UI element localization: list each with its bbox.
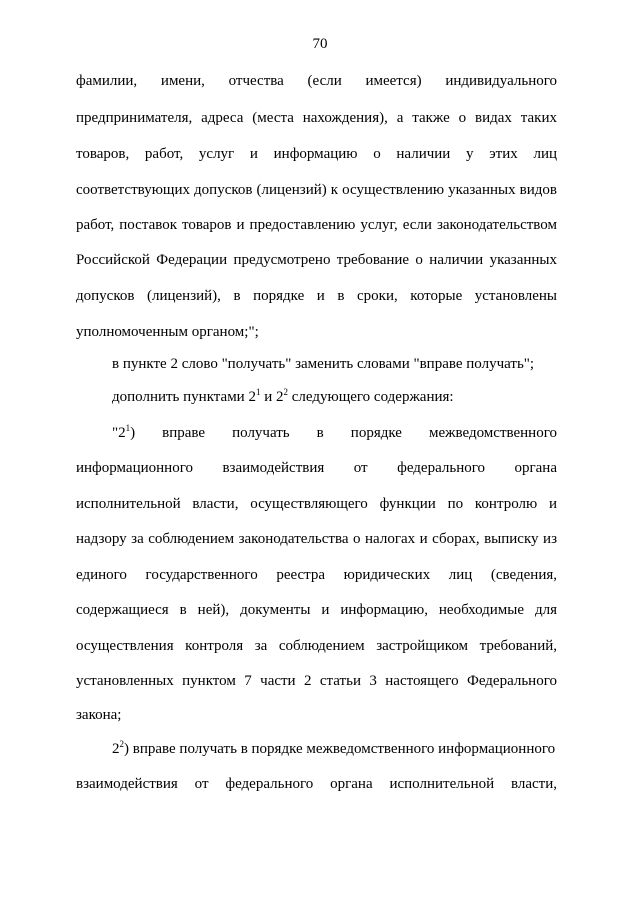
text-line: товаров, работ, услуг и информацию о наличии у этих лиц bbox=[76, 146, 557, 162]
text-line: осуществления контроля за соблюдением застройщиком требований, bbox=[76, 638, 557, 654]
text-line: единого государственного реестра юридических лиц (сведения, bbox=[76, 567, 557, 583]
text-line: уполномоченным органом;"; bbox=[76, 324, 259, 340]
item-2-2-line: $2^2$) вправе получать в порядке межведомственного информационного bbox=[112, 739, 556, 757]
text-line: взаимодействия от федерального органа исполнительной власти, bbox=[76, 776, 557, 792]
text-line: закона; bbox=[76, 707, 122, 723]
text-line: содержащиеся в ней), документы и информацию, необходимые для bbox=[76, 602, 557, 618]
text-line: установленных пунктом 7 части 2 статьи 3 настоящего Федерального bbox=[76, 673, 557, 689]
text-line: соответствующих допусков (лицензий) к осуществлению указанных видов bbox=[76, 182, 557, 198]
text-line: допусков (лицензий), в порядке и в сроки, которые установлены bbox=[76, 288, 557, 304]
item-2-1-line: "$2^1$) вправе получать в порядке межведомственного bbox=[112, 423, 557, 441]
text-line: предпринимателя, адреса (места нахождения), а также о видах таких bbox=[76, 110, 557, 126]
supplement-line: дополнить пунктами $2^1$ и $2^2$ следующего содержания: bbox=[112, 387, 454, 405]
text-line: информационного взаимодействия от федерального органа bbox=[76, 460, 557, 476]
text-line: Российской Федерации предусмотрено требование о наличии указанных bbox=[76, 252, 557, 268]
text-line: фамилии, имени, отчества (если имеется) индивидуального bbox=[76, 73, 557, 89]
text-line: надзору за соблюдением законодательства о налогах и сборах, выписку из bbox=[76, 531, 557, 547]
text-line: в пункте 2 слово "получать" заменить словами "вправе получать"; bbox=[112, 356, 535, 372]
text-line: работ, поставок товаров и предоставлению услуг, если законодательством bbox=[76, 217, 557, 233]
page-number: 70 bbox=[312, 36, 328, 52]
text-line: исполнительной власти, осуществляющего функции по контролю и bbox=[76, 496, 557, 512]
